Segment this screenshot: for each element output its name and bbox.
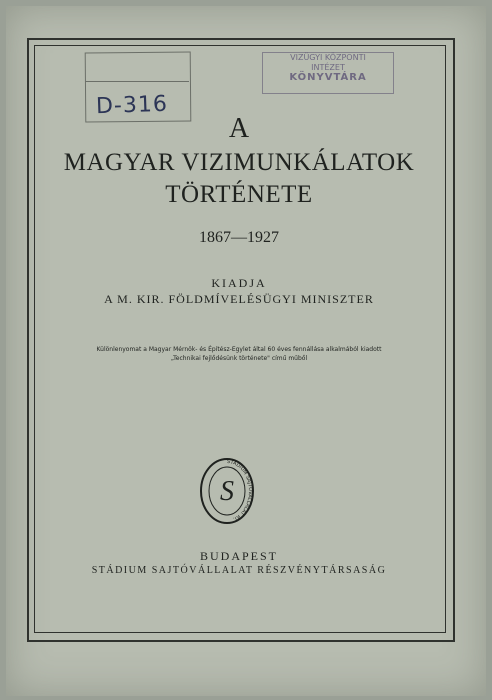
imprint-publisher: STÁDIUM SAJTÓVÁLLALAT RÉSZVÉNYTÁRSASÁG <box>91 565 387 576</box>
imprint-city: BUDAPEST <box>199 549 278 563</box>
stamp-line-1: VIZÜGYI KÖZPONTI <box>290 53 366 62</box>
handwritten-call-number: D-316 <box>95 91 169 120</box>
offprint-note-line-2: „Technikai fejlődésünk története" című műből <box>170 355 308 362</box>
publisher-emblem-icon <box>198 456 256 526</box>
library-stamp <box>262 52 394 94</box>
publisher-minister: A M. KIR. FÖLDMÍVELÉSÜGYI MINISZTER <box>104 292 374 306</box>
offprint-note-line-1: Különlenyomat a Magyar Mérnök- és Építész-Egylet által 60 éves fennállása alkalmából kiadott <box>96 346 382 353</box>
stamp-line-2: INTÉZET <box>311 63 345 72</box>
title-line-1: MAGYAR VIZIMUNKÁLATOK <box>63 149 415 176</box>
emblem-monogram: S <box>220 476 234 507</box>
inventory-box-divider <box>85 81 189 82</box>
title-line-2: TÖRTÉNETE <box>165 181 313 208</box>
stamp-line-3: KÖNYVTÁRA <box>289 72 367 83</box>
publisher-label: KIADJA <box>211 276 267 290</box>
title-article: A <box>228 113 250 144</box>
title-years: 1867—1927 <box>199 229 279 246</box>
emblem-ring-text: STÁDIUM SAJTÓVÁLLALAT RT. <box>226 458 253 522</box>
